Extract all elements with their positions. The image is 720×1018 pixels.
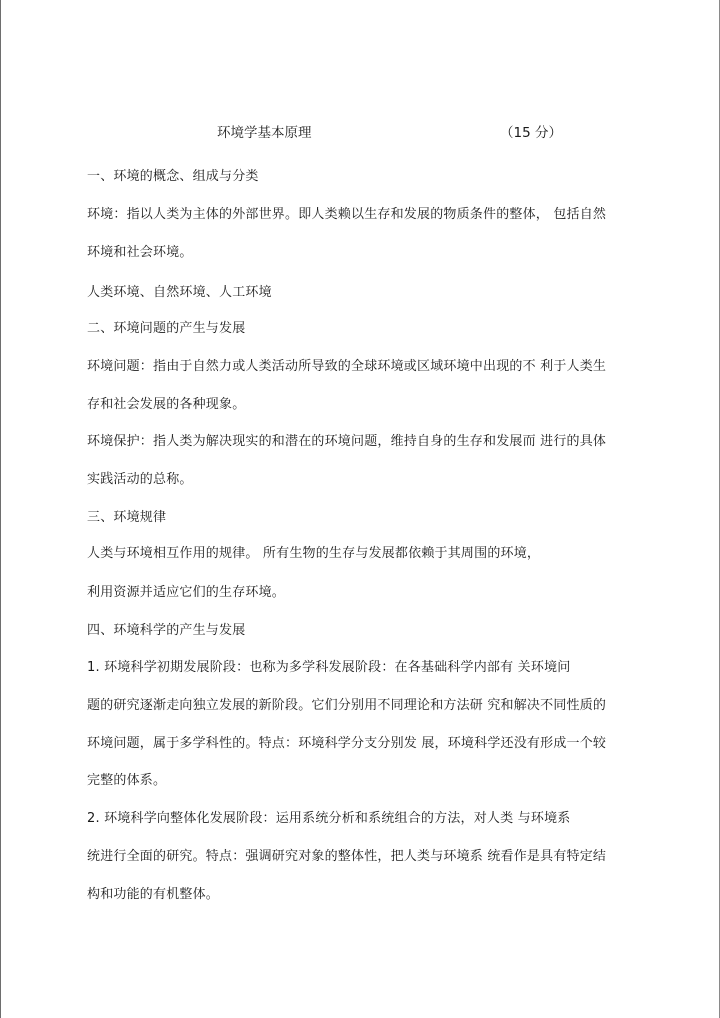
score-label: （15 分） <box>500 125 562 141</box>
section-heading: 二、环境问题的产生与发展 <box>87 321 246 336</box>
section-heading: 四、环境科学的产生与发展 <box>87 623 246 638</box>
paragraph-line: 完整的体系。 <box>87 773 167 788</box>
paragraph-line: 人类与环境相互作用的规律。 所有生物的生存与发展都依赖于其周围的环境， <box>87 546 541 561</box>
section-heading: 三、环境规律 <box>87 510 167 525</box>
page-left-border <box>0 0 1 1018</box>
document-title: 环境学基本原理 <box>217 125 312 141</box>
paragraph-line: 题的研究逐渐走向独立发展的新阶段。它们分别用不同理论和方法研 究和解决不同性质的 <box>87 698 607 713</box>
paragraph-line: 存和社会发展的各种现象。 <box>87 397 246 412</box>
paragraph-line: 利用资源并适应它们的生存环境。 <box>87 585 286 600</box>
paragraph-line: 统进行全面的研究。特点：强调研究对象的整体性，把人类与环境系 统看作是具有特定结 <box>87 849 607 864</box>
paragraph-line: 环境：指以人类为主体的外部世界。即人类赖以生存和发展的物质条件的整体， 包括自然 <box>87 207 607 222</box>
paragraph-line: 构和功能的有机整体。 <box>87 887 220 902</box>
section-heading: 一、环境的概念、组成与分类 <box>87 169 259 184</box>
paragraph-line: 环境问题，属于多学科性的。特点：环境科学分支分别发 展，环境科学还没有形成一个较 <box>87 736 607 751</box>
paragraph-line: 1. 环境科学初期发展阶段：也称为多学科发展阶段：在各基础科学内部有 关环境问 <box>87 660 571 675</box>
paragraph-line: 环境保护：指人类为解决现实的和潜在的环境问题，维持自身的生存和发展而 进行的具体 <box>87 434 607 449</box>
paragraph-line: 实践活动的总称。 <box>87 472 193 487</box>
paragraph-line: 环境问题：指由于自然力或人类活动所导致的全球环境或区域环境中出现的不 利于人类生 <box>87 359 607 374</box>
paragraph-line: 人类环境、自然环境、人工环境 <box>87 285 272 300</box>
paragraph-line: 2. 环境科学向整体化发展阶段：运用系统分析和系统组合的方法，对人类 与环境系 <box>87 811 571 826</box>
paragraph-line: 环境和社会环境。 <box>87 245 193 260</box>
